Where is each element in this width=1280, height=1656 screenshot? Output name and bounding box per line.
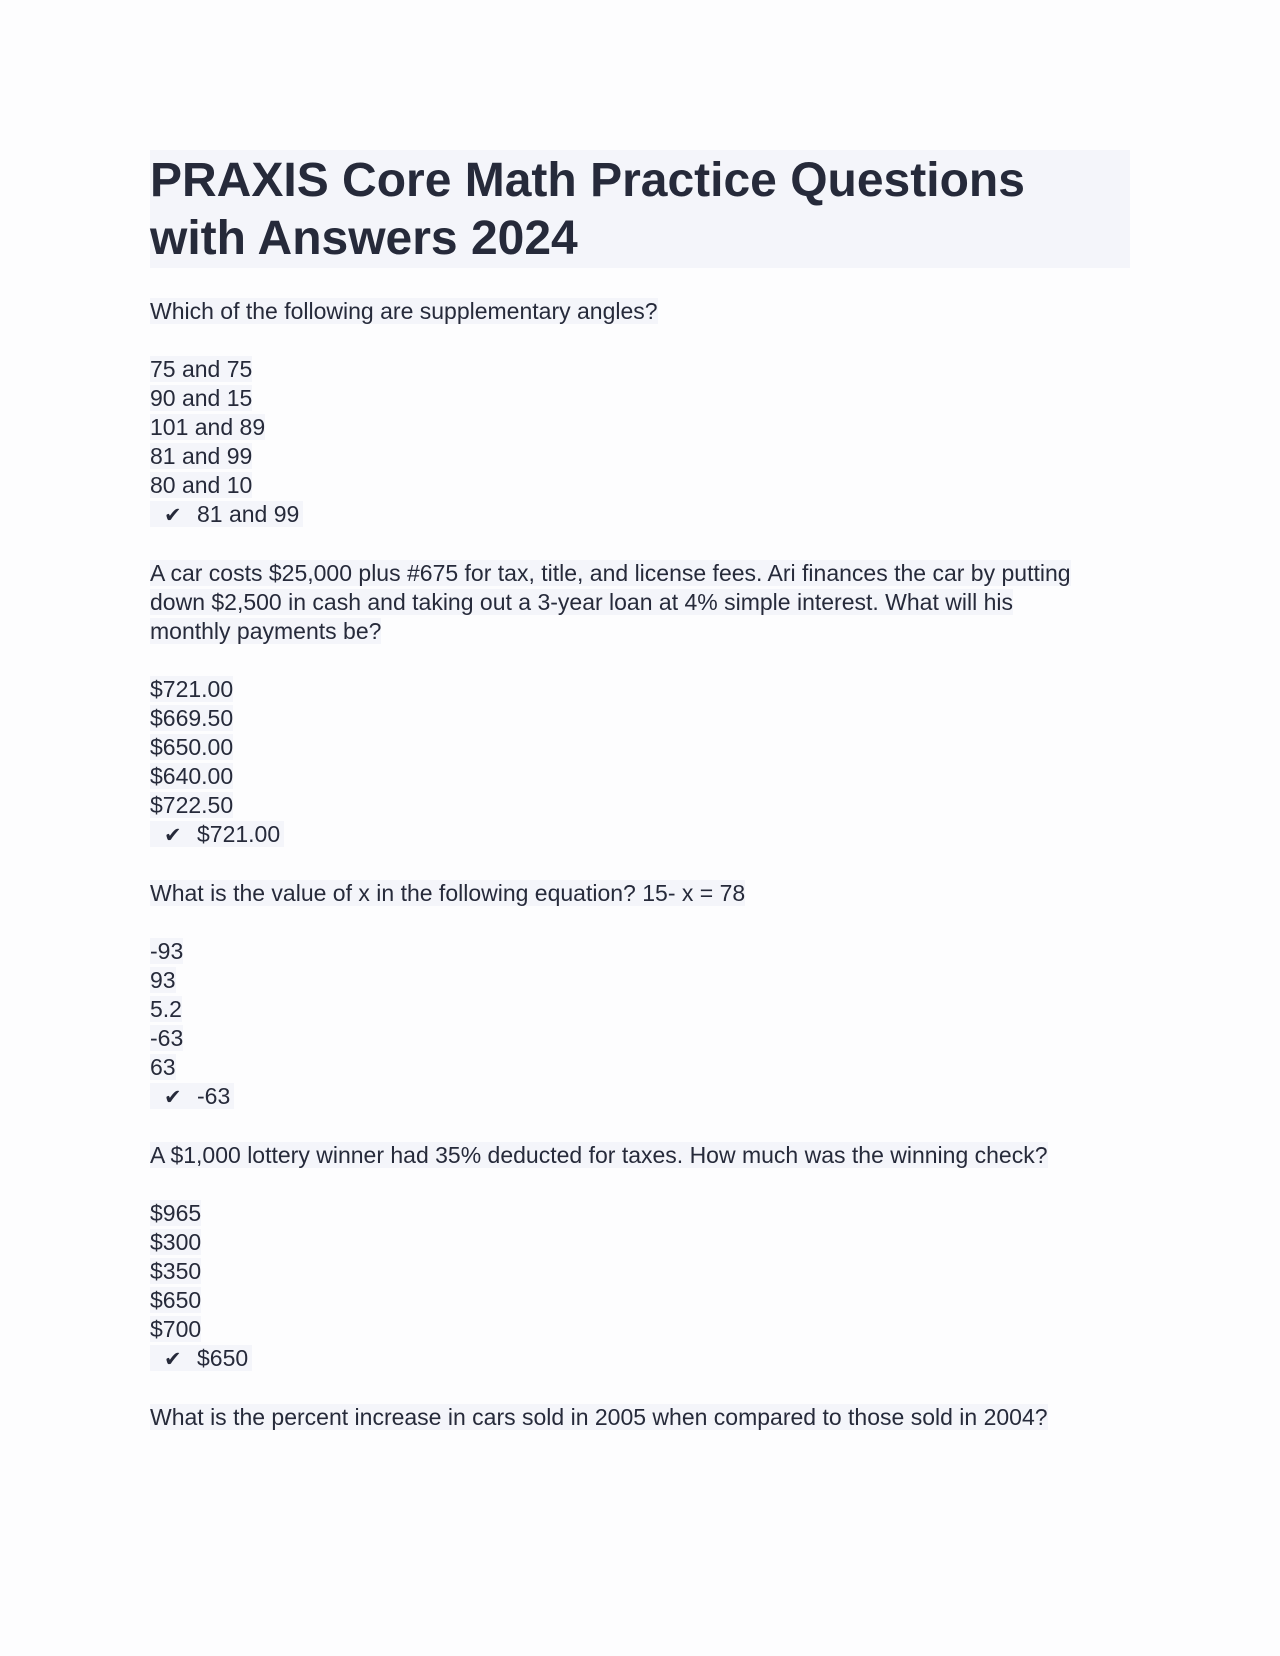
option-item: $640.00 (150, 763, 234, 789)
option-item: 93 (150, 967, 176, 993)
option-list (150, 1199, 1130, 1374)
answer-line (150, 1082, 1130, 1112)
option-list (150, 355, 1130, 530)
option-item: 80 and 10 (150, 472, 253, 498)
option-item: $965 (150, 1200, 202, 1226)
question-text: What is the value of x in the following equation? 15- x = 78 (150, 880, 746, 906)
option-item: 90 and 15 (150, 385, 253, 411)
option-item: $669.50 (150, 705, 234, 731)
check-icon: ✔ (157, 1086, 184, 1109)
question-text: A car costs $25,000 plus #675 for tax, title, and license fees. Ari finances the car by putting down $2,500 in cash and taking out a 3-year loan at 4% simple interest. What will his monthly payments be? (150, 560, 1071, 644)
option-item: -93 (150, 938, 184, 964)
question-text: What is the percent increase in cars sold in 2005 when compared to those sold in 2004? (150, 1404, 1048, 1430)
option-item: 63 (150, 1054, 176, 1080)
check-icon: ✔ (157, 824, 184, 847)
question-text: Which of the following are supplementary angles? (150, 298, 658, 324)
option-item: $650.00 (150, 734, 234, 760)
question-text: A $1,000 lottery winner had 35% deducted for taxes. How much was the winning check? (150, 1142, 1048, 1168)
answer-line (150, 500, 1130, 530)
option-item: 81 and 99 (150, 443, 253, 469)
option-item: $350 (150, 1258, 202, 1284)
answer-line (150, 1344, 1130, 1374)
option-item: $300 (150, 1229, 202, 1255)
option-list (150, 675, 1130, 850)
answer-line (150, 820, 1130, 850)
option-item: 5.2 (150, 996, 182, 1022)
option-list (150, 937, 1130, 1112)
answer-text: $721.00 (190, 821, 282, 847)
page-title: PRAXIS Core Math Practice Questions with Answers 2024 (150, 150, 1130, 268)
check-icon: ✔ (157, 504, 184, 527)
option-item: $650 (150, 1287, 202, 1313)
check-icon: ✔ (157, 1348, 184, 1371)
answer-text: $650 (190, 1345, 250, 1371)
option-item: 101 and 89 (150, 414, 266, 440)
answer-text: 81 and 99 (190, 501, 301, 527)
option-item: -63 (150, 1025, 184, 1051)
option-item: $722.50 (150, 792, 234, 818)
option-item: 75 and 75 (150, 356, 253, 382)
option-item: $700 (150, 1316, 202, 1342)
option-item: $721.00 (150, 676, 234, 702)
document-page (150, 150, 1130, 1432)
answer-text: -63 (190, 1083, 232, 1109)
